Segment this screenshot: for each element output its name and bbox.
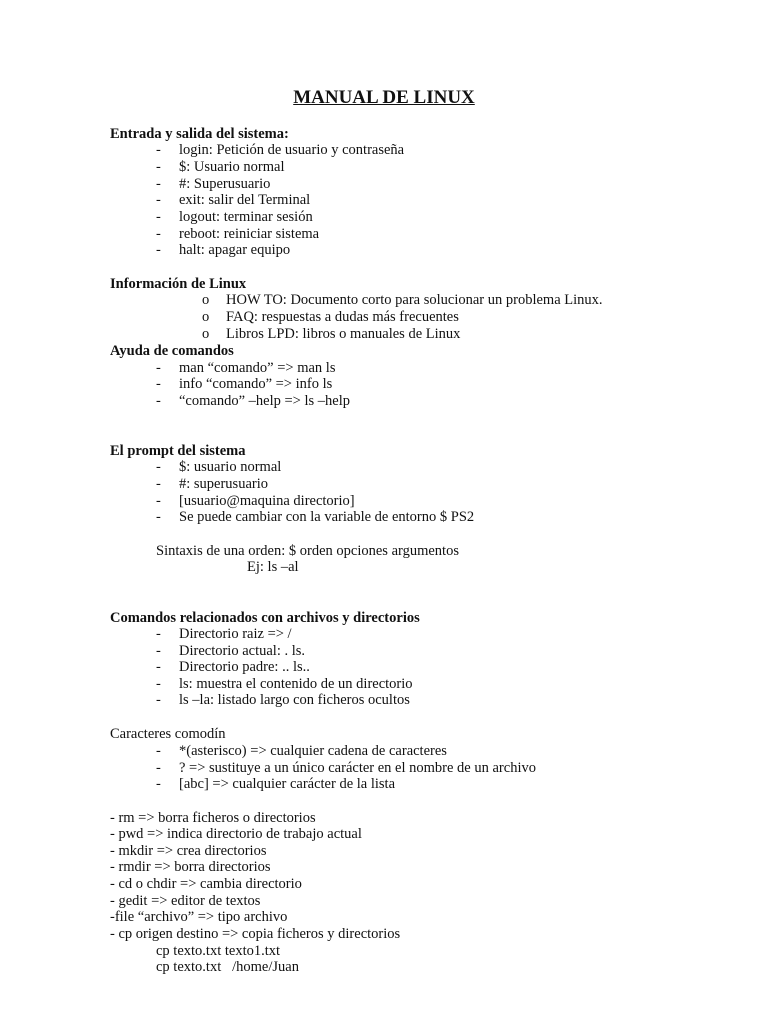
list-item: - gedit => editor de textos	[110, 893, 261, 909]
syntax-line: Sintaxis de una orden: $ orden opciones argumentos	[156, 543, 459, 559]
document-title: MANUAL DE LINUX	[293, 87, 475, 108]
list-item: - mkdir => crea directorios	[110, 843, 267, 859]
document-page: MANUAL DE LINUX Entrada y salida del sistema: - login: Petición de usuario y contraseña - $: Usuario normal - #: Superusuario - exit: salir del Terminal - logout: terminar sesión - reboot: reiniciar sistema - halt: apagar equipo Información de Linux o HOW TO: Documento corto para solucionar un problema Linux. o FAQ: respuestas a dudas más frecuentes o Libros LPD: libros o manuales de Linux Ayuda de comandos - man “comando” => man ls - info “comando” => info ls - “comando” –help => ls –help El prompt del sistema - $: usuario normal - #: superusuario - [usuario@maquina directorio] - Se puede cambiar con la variable de entorno $ PS2 Sintaxis de una orden: $ orden opciones argumentos Ej: ls –al Comandos relacionados con archivos y directorios - Directorio raiz => / - Directorio actual: . ls. - Directorio padre: .. ls.. - ls: muestra el contenido de un directorio - ls –la: listado largo con ficheros ocultos Caracteres comodín - *(asterisco) => cualquier cadena de caracteres - ? => sustituye a un único carácter en el nombre de un archivo - [abc] => cualquier carácter de la lista - rm => borra ficheros o directorios - pwd => indica directorio de trabajo actual - mkdir => crea directorios - rmdir => borra directorios - cd o chdir => cambia directorio - gedit => editor de textos -file “archivo” => tipo archivo - cp origen destino => copia ficheros y directorios cp texto.txt texto1.txt cp texto.txt /home/Juan	[0, 0, 768, 1024]
list-item: - pwd => indica directorio de trabajo actual	[110, 826, 362, 842]
list-item: - cd o chdir => cambia directorio	[110, 876, 302, 892]
section-heading-comandos: Comandos relacionados con archivos y directorios	[110, 610, 420, 626]
list-item: - cp origen destino => copia ficheros y directorios	[110, 926, 401, 942]
circle-bullet-icon: o	[202, 326, 210, 342]
section-heading-entrada: Entrada y salida del sistema:	[110, 126, 289, 142]
section-heading-prompt: El prompt del sistema	[110, 443, 246, 459]
example-line: cp texto.txt /home/Juan	[156, 959, 299, 975]
section-heading-ayuda: Ayuda de comandos	[110, 343, 234, 359]
example-line: Ej: ls –al	[247, 559, 299, 575]
section-heading-informacion: Información de Linux	[110, 276, 247, 292]
example-line: cp texto.txt texto1.txt	[156, 943, 281, 959]
section-heading-comodin: Caracteres comodín	[110, 726, 226, 742]
circle-bullet-icon: o	[202, 292, 210, 308]
list-item: - rmdir => borra directorios	[110, 859, 271, 875]
circle-bullet-icon: o	[202, 309, 210, 325]
list-item: -file “archivo” => tipo archivo	[110, 909, 288, 925]
list-item: - rm => borra ficheros o directorios	[110, 810, 316, 826]
